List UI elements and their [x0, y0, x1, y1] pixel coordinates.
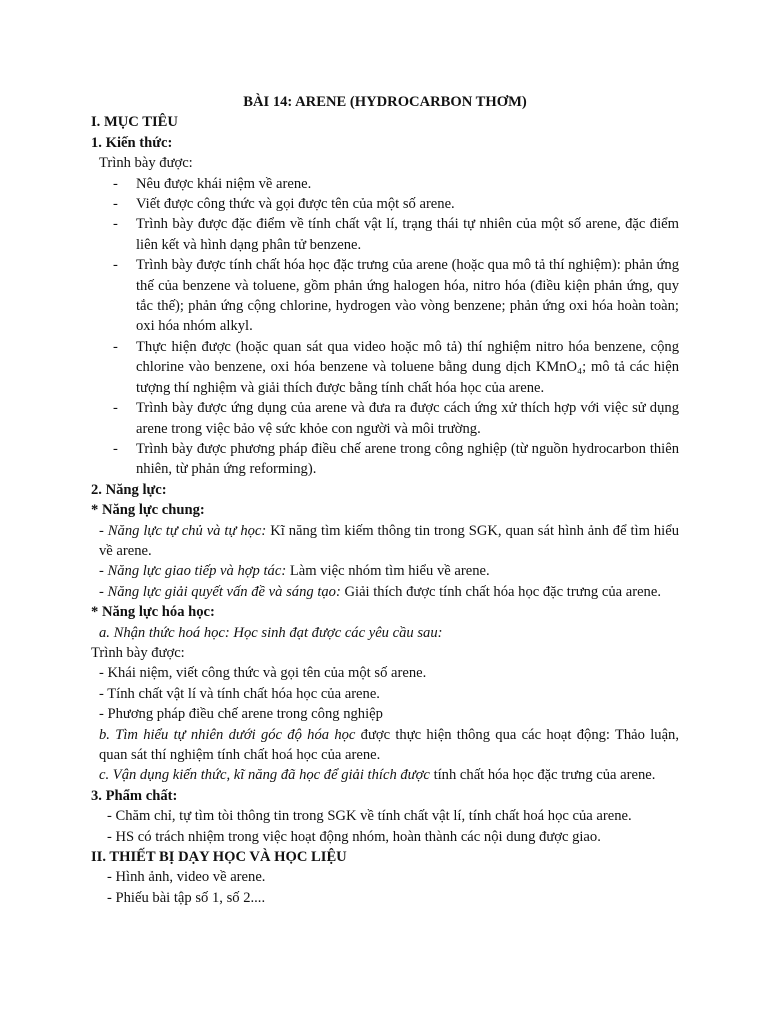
chemistry-a-item: - Phương pháp điều chế arene trong công nghiệp	[99, 706, 383, 723]
chemistry-a-item: - Tính chất vật lí và tính chất hóa học của arene.	[99, 685, 380, 702]
general-competence-item	[91, 561, 679, 581]
quality-item: - HS có trách nhiệm trong việc hoạt động nhóm, hoàn thành các nội dung được giao.	[107, 828, 601, 845]
knowledge-item	[91, 337, 679, 398]
knowledge-item-text: Trình bày được phương pháp điều chế arene trong công nghiệp (từ nguồn hydrocarbon thiên nhiên, từ phản ứng reforming).	[136, 440, 679, 478]
knowledge-item-text: Trình bày được đặc điểm về tính chất vật lí, trạng thái tự nhiên của một số arene, đặc điểm liên kết và hình dạng phân tử benzene.	[136, 216, 679, 253]
subheading-knowledge: 1. Kiến thức:	[91, 134, 173, 151]
chemistry-c-item	[91, 765, 679, 785]
dash-bullet: -	[113, 196, 118, 213]
document-page	[91, 92, 679, 908]
knowledge-list	[91, 174, 679, 480]
page-title: BÀI 14: ARENE (HYDROCARBON THƠM)	[243, 94, 527, 110]
chemistry-c-label: c. Vận dụng kiến thức, kĩ năng đã học để giải thích được	[99, 767, 430, 784]
knowledge-item	[91, 194, 679, 214]
chemistry-b-label: b. Tìm hiểu tự nhiên dưới góc độ hóa học	[99, 726, 356, 743]
item-prefix: -	[99, 563, 108, 580]
knowledge-item	[91, 174, 679, 194]
quality-item: - Chăm chỉ, tự tìm tòi thông tin trong SGK về tính chất vật lí, tính chất hoá học của arene.	[107, 808, 632, 825]
material-item: - Hình ảnh, video về arene.	[107, 869, 266, 886]
dash-bullet: -	[113, 216, 118, 233]
general-competence-item	[91, 582, 679, 602]
competence-label: Năng lực giải quyết vấn đề và sáng tạo:	[107, 583, 341, 600]
chemistry-a-item: - Khái niệm, viết công thức và gọi tên của một số arene.	[99, 665, 427, 682]
knowledge-item	[91, 255, 679, 337]
competence-label: Năng lực tự chủ và tự học:	[107, 522, 267, 539]
knowledge-item	[91, 214, 679, 255]
item-prefix: -	[99, 583, 108, 600]
material-item: - Phiếu bài tập số 1, số 2....	[107, 889, 266, 906]
general-competence-item	[91, 521, 679, 562]
subheading-chemistry-competence: * Năng lực hóa học:	[91, 604, 215, 621]
chemistry-b-text: được thực hiện thông qua các hoạt động: Thảo luận, quan sát thí nghiệm tính chất hoá học của arene.	[99, 726, 680, 763]
dash-bullet: -	[113, 440, 118, 457]
knowledge-item-text: Viết được công thức và gọi được tên của một số arene.	[136, 196, 455, 213]
item-prefix: -	[99, 522, 108, 539]
knowledge-intro: Trình bày được:	[99, 155, 193, 172]
knowledge-item-text: Trình bày được ứng dụng của arene và đưa ra được cách ứng xử thích hợp với việc sử dụng arene trong việc bảo vệ sức khỏe con người và môi trường.	[136, 400, 679, 437]
chemistry-a-heading: a. Nhận thức hoá học: Học sinh đạt được các yêu cầu sau:	[99, 624, 443, 641]
knowledge-item	[91, 398, 679, 439]
competence-label: Năng lực giao tiếp và hợp tác:	[107, 563, 287, 580]
knowledge-item-text: Thực hiện được (hoặc quan sát qua video hoặc mô tả) thí nghiệm nitro hóa benzene, cộng chlorine vào benzene, oxi hóa benzene và toluene bằng dung dịch KMnO₄; mô tả các hiện tượng thí nghiệm và giải thích được bằng tính chất hóa học của arene.	[136, 338, 679, 396]
knowledge-item	[91, 439, 679, 480]
dash-bullet: -	[113, 257, 118, 274]
subheading-general-competence: * Năng lực chung:	[91, 502, 205, 519]
dash-bullet: -	[113, 338, 118, 355]
knowledge-item-text: Nêu được khái niệm về arene.	[136, 175, 312, 192]
chemistry-c-text: tính chất hóa học đặc trưng của arene.	[429, 767, 656, 784]
section-heading-objectives: I. MỤC TIÊU	[91, 114, 178, 131]
competence-text: Làm việc nhóm tìm hiểu về arene.	[286, 563, 490, 580]
subheading-competence: 2. Năng lực:	[91, 481, 167, 498]
knowledge-item-text: Trình bày được tính chất hóa học đặc trưng của arene (hoặc qua mô tả thí nghiệm): phản ứng thế của benzene và toluene, gồm phản ứng halogen hóa, nitro hóa (điều kiện phản ứng, quy tắc thế); phản ứng cộng chlorine, hydrogen vào vòng benzene; phản ứng oxi hóa hoàn toàn; oxi hóa nhóm alkyl.	[136, 257, 679, 335]
competence-text: Giải thích được tính chất hóa học đặc trưng của arene.	[340, 583, 661, 600]
chemistry-b-item	[91, 725, 679, 766]
subheading-qualities: 3. Phẩm chất:	[91, 787, 178, 804]
chemistry-a-intro: Trình bày được:	[91, 644, 185, 661]
dash-bullet: -	[113, 175, 118, 192]
section-heading-materials: II. THIẾT BỊ DẠY HỌC VÀ HỌC LIỆU	[91, 849, 347, 866]
dash-bullet: -	[113, 400, 118, 417]
competence-text: Kĩ năng tìm kiếm thông tin trong SGK, quan sát hình ảnh để tìm hiểu về arene.	[99, 522, 680, 559]
